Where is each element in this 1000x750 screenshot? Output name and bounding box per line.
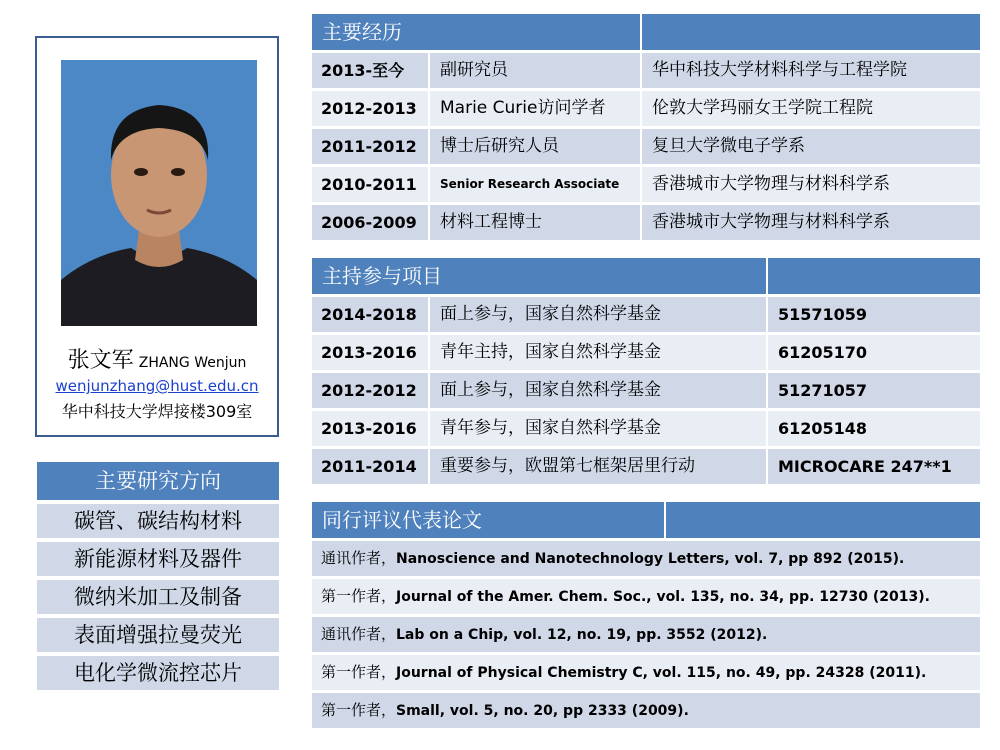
name-line xyxy=(37,348,277,376)
paper-row xyxy=(312,541,980,576)
email-link[interactable]: wenjunzhang@hust.edu.cn xyxy=(55,377,259,395)
grant-code-cell: MICROCARE 247**1 xyxy=(778,457,952,476)
author-role: 第一作者， xyxy=(321,663,397,681)
paper-reference: Small, vol. 5, no. 20, pp 2333 (2009). xyxy=(396,703,689,719)
projects-title: 主持参与项目 xyxy=(322,264,442,288)
research-title: 主要研究方向 xyxy=(37,462,279,500)
paper-row xyxy=(312,693,980,728)
paper-reference: Nanoscience and Nanotechnology Letters, vol. 7, pp 892 (2015). xyxy=(396,551,905,567)
name-english: ZHANG Wenjun xyxy=(138,355,247,371)
role-cell: 博士后研究人员 xyxy=(440,136,559,156)
period-cell: 2013-2016 xyxy=(321,419,417,438)
table-row xyxy=(312,449,980,484)
research-item: 微纳米加工及制备 xyxy=(37,580,279,614)
name-chinese: 张文军 xyxy=(67,348,134,373)
author-role: 通讯作者， xyxy=(321,549,397,567)
research-item: 电化学微流控芯片 xyxy=(37,656,279,690)
grant-code-cell: 51571059 xyxy=(778,305,868,324)
project-desc-cell: 面上参与，国家自然科学基金 xyxy=(440,380,661,400)
role-cell: Marie Curie访问学者 xyxy=(440,98,606,118)
paper-row xyxy=(312,617,980,652)
table-row xyxy=(312,297,980,332)
paper-reference: Journal of the Amer. Chem. Soc., vol. 135, no. 34, pp. 12730 (2013). xyxy=(396,589,930,605)
papers-header xyxy=(312,502,980,538)
experience-title: 主要经历 xyxy=(322,20,402,44)
period-cell: 2012-2013 xyxy=(321,99,417,118)
grant-code-cell: 61205170 xyxy=(778,343,868,362)
project-desc-cell: 重要参与，欧盟第七框架居里行动 xyxy=(440,456,695,476)
project-desc-cell: 青年主持，国家自然科学基金 xyxy=(440,342,661,362)
author-role: 通讯作者， xyxy=(321,625,397,643)
table-row xyxy=(312,411,980,446)
period-cell: 2013-2016 xyxy=(321,343,417,362)
research-item: 表面增强拉曼荧光 xyxy=(37,618,279,652)
grant-code-cell: 51271057 xyxy=(778,381,868,400)
role-cell: 副研究员 xyxy=(440,60,508,80)
period-cell: 2012-2012 xyxy=(321,381,417,400)
period-cell: 2011-2014 xyxy=(321,457,417,476)
paper-row xyxy=(312,655,980,690)
research-item: 新能源材料及器件 xyxy=(37,542,279,576)
projects-header xyxy=(312,258,980,294)
table-row xyxy=(312,335,980,370)
paper-reference: Lab on a Chip, vol. 12, no. 19, pp. 3552 (2012). xyxy=(396,627,768,643)
role-cell: 材料工程博士 xyxy=(440,212,542,232)
table-row xyxy=(312,205,980,240)
org-cell: 华中科技大学材料科学与工程学院 xyxy=(652,60,907,80)
author-role: 第一作者， xyxy=(321,701,397,719)
grant-code-cell: 61205148 xyxy=(778,419,868,438)
period-cell: 2006-2009 xyxy=(321,213,417,232)
org-cell: 伦敦大学玛丽女王学院工程院 xyxy=(652,98,873,118)
project-desc-cell: 面上参与，国家自然科学基金 xyxy=(440,304,661,324)
papers-title: 同行评议代表论文 xyxy=(322,508,482,532)
table-row xyxy=(312,167,980,202)
org-cell: 香港城市大学物理与材料科学系 xyxy=(652,174,890,194)
org-cell: 复旦大学微电子学系 xyxy=(652,136,805,156)
profile-card xyxy=(35,36,279,437)
table-row xyxy=(312,373,980,408)
period-cell: 2011-2012 xyxy=(321,137,417,156)
research-directions xyxy=(37,462,279,690)
paper-reference: Journal of Physical Chemistry C, vol. 115, no. 49, pp. 24328 (2011). xyxy=(396,665,927,681)
projects-table xyxy=(312,258,980,484)
office-address: 华中科技大学焊接楼309室 xyxy=(61,402,253,421)
project-desc-cell: 青年参与，国家自然科学基金 xyxy=(440,418,661,438)
experience-header xyxy=(312,14,980,50)
table-row xyxy=(312,91,980,126)
role-cell: Senior Research Associate xyxy=(440,177,620,191)
table-row xyxy=(312,53,980,88)
profile-photo xyxy=(61,60,257,326)
period-cell: 2013-至今 xyxy=(321,61,405,80)
org-cell: 香港城市大学物理与材料科学系 xyxy=(652,212,890,232)
table-row xyxy=(312,129,980,164)
period-cell: 2014-2018 xyxy=(321,305,417,324)
papers-table xyxy=(312,502,980,728)
author-role: 第一作者， xyxy=(321,587,397,605)
period-cell: 2010-2011 xyxy=(321,175,417,194)
research-item: 碳管、碳结构材料 xyxy=(37,504,279,538)
paper-row xyxy=(312,579,980,614)
experience-table xyxy=(312,14,980,240)
